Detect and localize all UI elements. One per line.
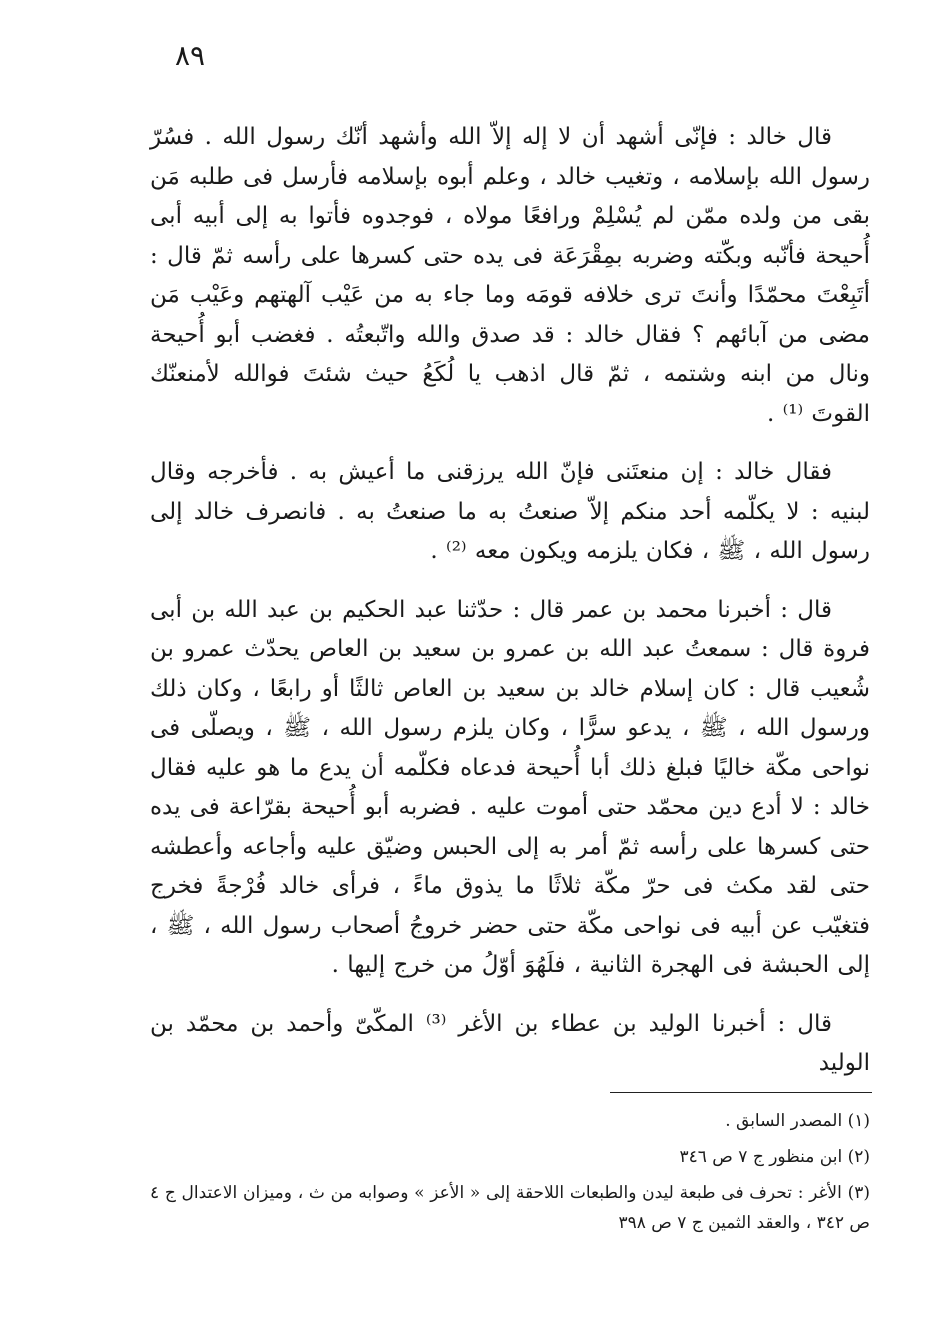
footnote-3: (٣) الأغر : تحرف فى طبعة ليدن والطبعات اللاحقة إلى « الأعز » وصوابه من ث ، وميزان الاعتدال ج ٤ ص ٣٤٢ ، والعقد الثمين ج ٧ ص ٣٩٨	[150, 1183, 870, 1233]
paragraph-3: قال : أخبرنا محمد بن عمر قال : حدّثنا عبد الحكيم بن عبد الله بن أبى فروة قال : سمعتُ عبد الله بن عمرو بن سعيد بن العاص يحدّث عمرو بن شُعيب قال : كان إسلام خالد بن سعيد بن العاص ثالثًا أو رابعًا ، وكان ذلك ورسول الله ، ﷺ ، يدعو سرًّا ، وكان يلزم رسول الله ، ﷺ ، ويصلّى فى نواحى مكّة خاليًا فبلغ ذلك أبا أُحيحة فدعاه فكلّمه أن يدع ما هو عليه فقال خالد : لا أدع دين محمّد حتى أموت عليه . فضربه أبو أُحيحة بقرّاعة فى يده حتى كسرها على رأسه ثمّ أمر به إلى الحبس وضيّق عليه وأجاعه وأعطشه حتى لقد مكث فى حرّ مكّة ثلاثًا ما يذوق ماءً ، فرأى خالد فُرْجةً فخرج فتغيّب عن أبيه فى نواحى مكّة حتى حضر خروجُ أصحاب رسول الله ، ﷺ ، إلى الحبشة فى الهجرة الثانية ، فلَهُوَ أوّلُ من خرج إليها .	[150, 596, 870, 978]
footnote-2: (٢) ابن منظور ج ٧ ص ٣٤٦	[679, 1147, 870, 1167]
paragraph-1: قال خالد : فإنّى أشهد أن لا إله إلاّ الله وأشهد أنّك رسول الله . فسُرّ رسول الله بإسلامه ، وتغيب خالد ، وعلم أبوه بإسلامه فأرسل فى طلبه مَن بقى من ولده ممّن لم يُسْلِمْ ورافعًا مولاه ، فوجدوه فأتوا به إلى أبيه أبى أُحيحة فأنّبه وبكّته وضربه بمِقْرَعَة فى يده حتى كسرها على رأسه ثمّ قال : أتَبِعْتَ محمّدًا وأنتَ ترى خلافه قومَه وما جاء به من عَيْب آلهتهم وعَيْب مَن مضى من آبائهم ؟ فقال خالد : قد صدق والله واتّبعتُه . فغضب أبو أُحيحة ونال من ابنه وشتمه ، ثمّ قال اذهب يا لُكَعُ حيث شئتَ فوالله لأمنعنّك القوتَ ⁽¹⁾ .	[150, 124, 870, 427]
paragraph-2: فقال خالد : إن منعتَنى فإنّ الله يرزقنى ما أعيش به . فأخرجه وقال لبنيه : لا يكلّمه أحد منكم إلاّ صنعتُ به ما صنعتُ به . فانصرف خالد إلى رسول الله ، ﷺ ، فكان يلزمه ويكون معه ⁽²⁾ .	[150, 459, 870, 564]
paragraph-4: قال : أخبرنا الوليد بن عطاء بن الأغر ⁽³⁾ المكّىّ وأحمد بن محمّد بن الوليد	[150, 1010, 870, 1076]
footnote-1: (١) المصدر السابق .	[725, 1111, 870, 1131]
footnotes	[150, 1106, 870, 1244]
page-number: ٨٩	[175, 39, 206, 72]
footnote-divider	[610, 1092, 872, 1093]
main-text	[150, 118, 870, 1103]
